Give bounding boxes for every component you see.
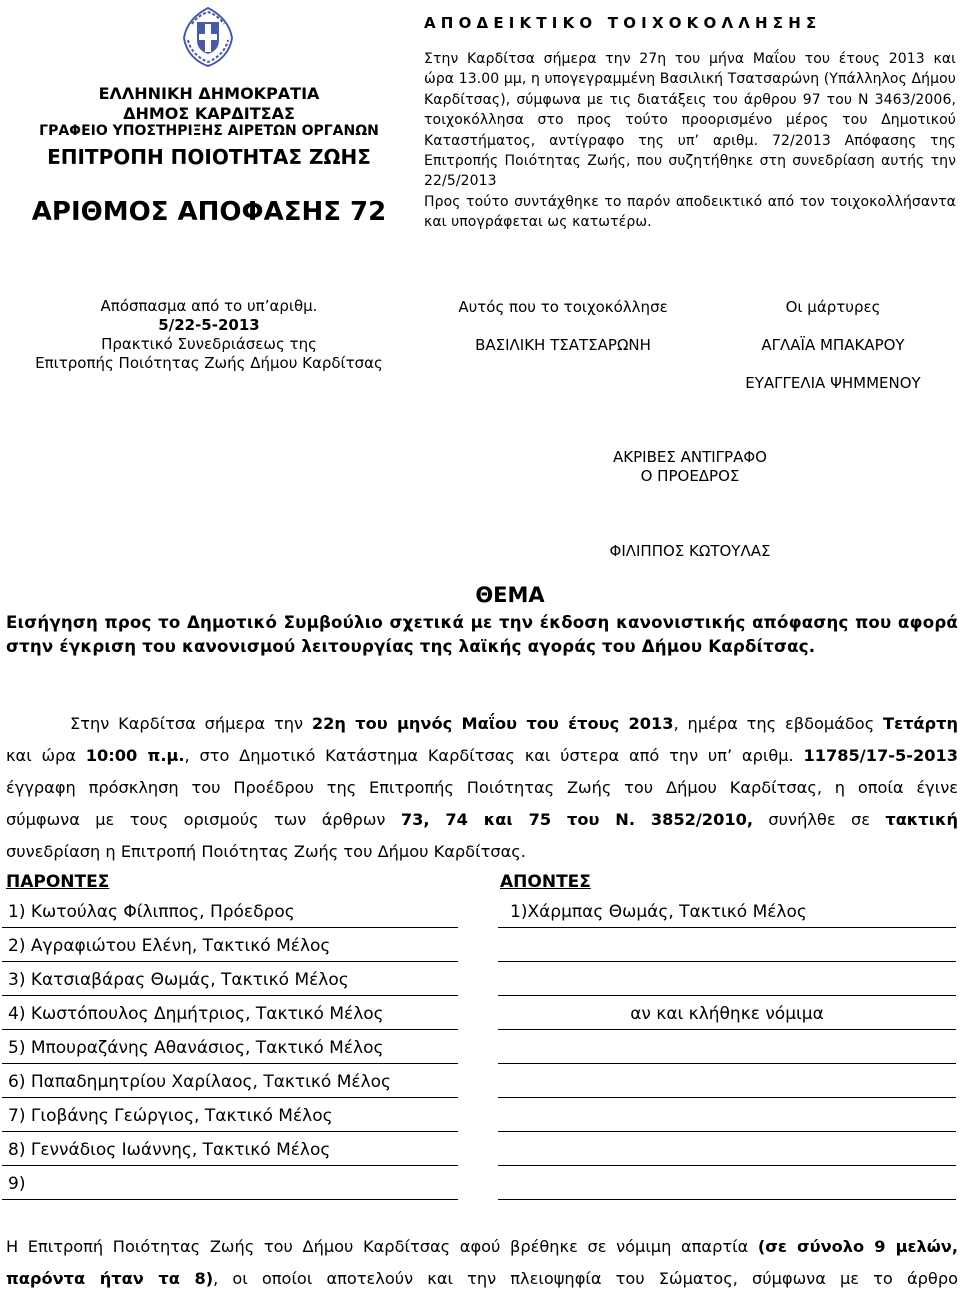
extract-line: Πρακτικό Συνεδριάσεως της (101, 335, 317, 353)
present-member-row: 1) Κωτούλας Φίλιππος, Πρόεδρος (2, 894, 458, 928)
present-member-row: 6) Παπαδημητρίου Χαρίλαος, Τακτικό Μέλος (2, 1064, 458, 1098)
witnesses-signature (706, 298, 960, 412)
present-member-row: 8) Γεννάδιος Ιωάννης, Τακτικό Μέλος (2, 1132, 458, 1166)
witness-name: ΑΓΛΑΪΑ ΜΠΑΚΑΡΟΥ (761, 336, 905, 354)
certificate-paragraph-1: ώρα 13.00 μμ, η υπογεγραμμένη Βασιλική Τσατσαρώνη (Υπάλληλος Δήμου Καρδίτσας), σύμφωνα με τις διατάξεις του άρθρου 97 του Ν 3463/2006, τοιχοκόλλησα στο προς τούτο προορισμένο μέρος του Δημοτικού Καταστήματος, αντίγραφο της υπ’ αριθμ. 72/2013 Απόφασης της Επιτροπής Ποιότητας Ζωής, που συζητήθηκε στη συνεδρίαση αυτής την 22/5/2013 (424, 71, 956, 190)
quorum-line: παρόντα ήταν τα 8), οι οποίοι αποτελούν και την πλειοψηφία του Σώματος, σύμφωνα με το άρθρο (6, 1269, 958, 1288)
quorum-line: Η Επιτροπή Ποιότητας Ζωής του Δήμου Καρδίτσας αφού βρέθηκε σε νόμιμη απαρτία (σε σύνολο 9 μελών, (6, 1237, 958, 1256)
present-member-row: 3) Κατσιαβάρας Θωμάς, Τακτικό Μέλος (2, 962, 458, 996)
extract-reference (0, 297, 418, 373)
president-name: ΦΙΛΙΠΠΟΣ ΚΩΤΟΥΛΑΣ (609, 542, 771, 560)
poster-signature (418, 298, 708, 374)
meeting-intro (6, 708, 958, 868)
absent-member-row (498, 1132, 956, 1166)
present-member-row: 4) Κωστόπουλος Δημήτριος, Τακτικό Μέλος (2, 996, 458, 1030)
intro-line: συνεδρίαση η Επιτροπή Ποιότητας Ζωής του Δήμου Καρδίτσας. (6, 842, 526, 861)
present-member-row: 9) (2, 1166, 458, 1200)
topic-text: Εισήγηση προς το Δημοτικό Συμβούλιο σχετικά με την έκδοση κανονιστικής απόφασης που αφορά στην έγκριση του κανονισμού λειτουργίας της λαϊκής αγοράς του Δήμου Καρδίτσας. (6, 613, 958, 656)
certificate-body (424, 49, 956, 233)
intro-line: και ώρα 10:00 π.μ., στο Δημοτικό Κατάστημα Καρδίτσας και ύστερα από την υπ’ αριθμ. 11785/17-5-2013 (6, 746, 958, 765)
present-member-row: 7) Γιοβάνης Γεώργιος, Τακτικό Μέλος (2, 1098, 458, 1132)
absent-member-row (498, 1098, 956, 1132)
absent-member-row: 1)Χάρμπας Θωμάς, Τακτικό Μέλος (498, 894, 956, 928)
municipality-name: ΔΗΜΟΣ ΚΑΡΔΙΤΣΑΣ (123, 104, 295, 123)
topic-heading: ΘΕΜΑ (475, 583, 545, 607)
office-name: ΓΡΑΦΕΙΟ ΥΠΟΣΤΗΡΙΞΗΣ ΑΙΡΕΤΩΝ ΟΡΓΑΝΩΝ (39, 123, 379, 139)
true-copy-stamp (560, 448, 820, 486)
witnesses-label: Οι μάρτυρες (785, 298, 881, 316)
present-member-row: 2) Αγραφιώτου Ελένη, Τακτικό Μέλος (2, 928, 458, 962)
country-name: ΕΛΛΗΝΙΚΗ ΔΗΜΟΚΡΑΤΙΑ (98, 84, 320, 103)
absent-member-row (498, 928, 956, 962)
extract-line: Απόσπασμα από το υπ’αριθμ. (100, 297, 318, 315)
absent-member-row (498, 1064, 956, 1098)
decision-number: ΑΡΙΘΜΟΣ ΑΠΟΦΑΣΗΣ 72 (31, 197, 387, 227)
present-member-row: 5) Μπουραζάνης Αθανάσιος, Τακτικό Μέλος (2, 1030, 458, 1064)
intro-line: Στην Καρδίτσα σήμερα την 22η του μηνός Μαΐου του έτους 2013, ημέρα της εβδομάδος Τετάρτη (70, 714, 958, 733)
absent-member-row (498, 1030, 956, 1064)
extract-line: Επιτροπής Ποιότητας Ζωής Δήμου Καρδίτσας (35, 354, 383, 372)
quorum-paragraph (6, 1231, 958, 1290)
witness-name: ΕΥΑΓΓΕΛΙΑ ΨΗΜΜΕΝΟΥ (745, 374, 921, 392)
president-title: Ο ΠΡΟΕΔΡΟΣ (640, 467, 740, 485)
present-heading: ΠΑΡΟΝΤΕΣ (6, 872, 110, 892)
committee-name: ΕΠΙΤΡΟΠΗ ΠΟΙΟΤΗΤΑΣ ΖΩΗΣ (47, 145, 371, 169)
certificate-paragraph-2: Προς τούτο συντάχθηκε το παρόν αποδεικτικό από τον τοιχοκολλήσαντα και υπογράφεται ως κατωτέρω. (424, 193, 956, 231)
intro-line: έγγραφη πρόσκληση του Προέδρου της Επιτροπής Ποιότητας Ζωής του Δήμου Καρδίτσας, η οποία έγινε (6, 778, 958, 797)
certificate-paragraph-1-line-1: Στην Καρδίτσα σήμερα την 27η του μήνα Μαΐου του έτους 2013 και (424, 51, 956, 67)
absent-note-row: αν και κλήθηκε νόμιμα (498, 996, 956, 1030)
absent-heading: ΑΠΟΝΤΕΣ (500, 872, 591, 892)
absent-member-row (498, 1166, 956, 1200)
poster-name: ΒΑΣΙΛΙΚΗ ΤΣΑΤΣΑΡΩΝΗ (475, 336, 651, 354)
minutes-number: 5/22-5-2013 (158, 316, 260, 334)
poster-label: Αυτός που το τοιχοκόλλησε (458, 298, 668, 316)
certificate-title: ΑΠΟΔΕΙΚΤΙΚΟ ΤΟΙΧΟΚΟΛΛΗΣΗΣ (424, 14, 822, 32)
true-copy-label: ΑΚΡΙΒΕΣ ΑΝΤΙΓΡΑΦΟ (613, 448, 767, 466)
intro-line: σύμφωνα με τους ορισμούς των άρθρων 73, 74 και 75 του Ν. 3852/2010, συνήλθε σε τακτική (6, 810, 958, 829)
absent-member-row (498, 962, 956, 996)
greek-coat-of-arms-icon (176, 4, 240, 68)
